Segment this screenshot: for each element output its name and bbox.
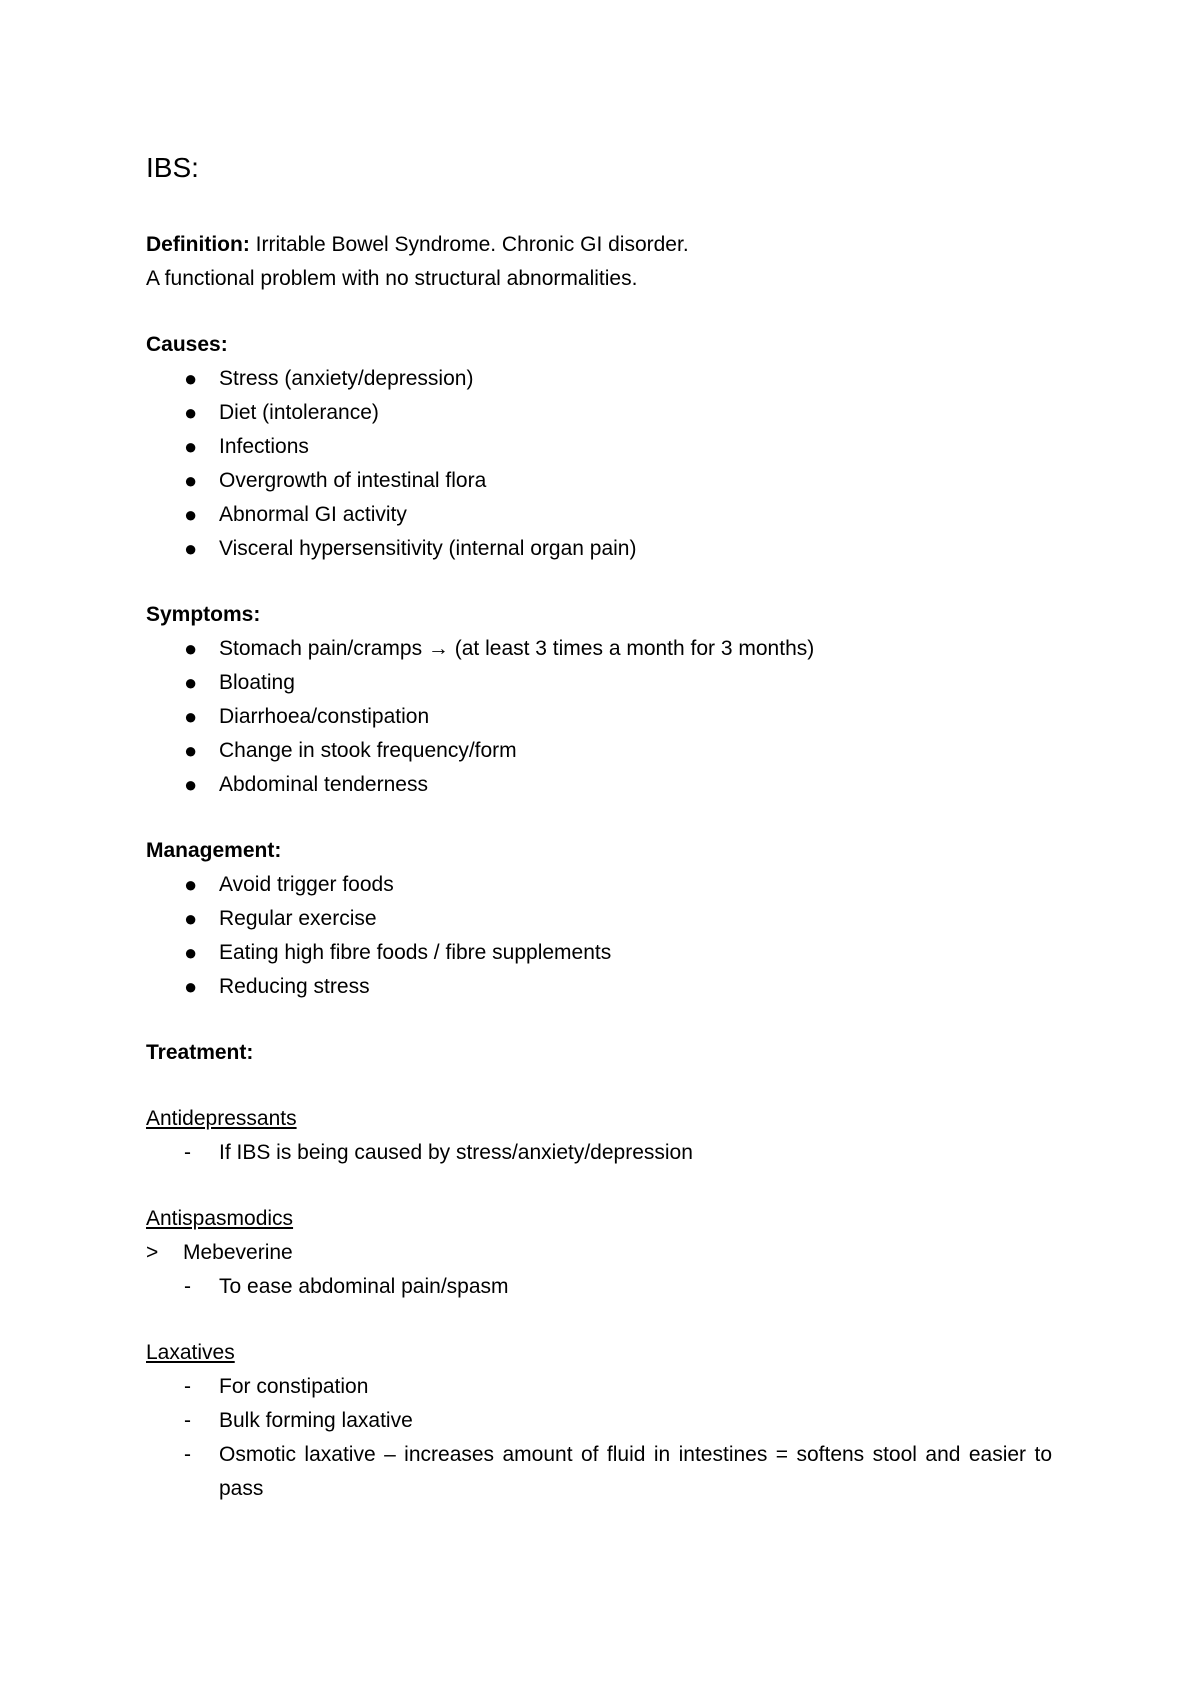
bullet-icon: ● [184, 366, 198, 391]
causes-list [146, 362, 1066, 566]
bullet-icon: ● [184, 536, 198, 561]
treatment-heading: Treatment: [146, 1041, 254, 1064]
bullet-icon: ● [184, 502, 198, 527]
list-item: ● Eating high fibre foods / fibre supplements [146, 936, 1066, 970]
bullet-icon: ● [184, 974, 198, 999]
causes-heading: Causes: [146, 333, 228, 356]
bullet-icon: ● [184, 670, 198, 695]
management-heading: Management: [146, 839, 282, 862]
list-item: ● Visceral hypersensitivity (internal organ pain) [146, 532, 1066, 566]
definition-label: Definition: [146, 233, 250, 256]
list-item: - To ease abdominal pain/spasm [146, 1270, 1066, 1304]
list-item: ● Stress (anxiety/depression) [146, 362, 1066, 396]
drug-line [146, 1236, 1066, 1270]
definition-text: Irritable Bowel Syndrome. Chronic GI disorder. [249, 233, 689, 256]
bullet-icon: ● [184, 772, 198, 797]
list-item: ● Abdominal tenderness [146, 768, 1066, 802]
dash-icon: - [184, 1409, 191, 1432]
document-page [146, 148, 1066, 1506]
laxatives-heading: Laxatives [146, 1341, 235, 1364]
dash-icon: - [184, 1443, 191, 1466]
list-item: ● Diarrhoea/constipation [146, 700, 1066, 734]
bullet-icon: ● [184, 872, 198, 897]
list-item: ● Change in stook frequency/form [146, 734, 1066, 768]
list-item: ● Avoid trigger foods [146, 868, 1066, 902]
list-item: ● Diet (intolerance) [146, 396, 1066, 430]
bullet-icon: ● [184, 434, 198, 459]
list-item: ● Abnormal GI activity [146, 498, 1066, 532]
dash-icon: - [184, 1375, 191, 1398]
list-item: ● Stomach pain/cramps → (at least 3 times a month for 3 months) [146, 632, 1066, 666]
list-item: ● Infections [146, 430, 1066, 464]
bullet-icon: ● [184, 636, 198, 661]
bullet-icon: ● [184, 940, 198, 965]
bullet-icon: ● [184, 400, 198, 425]
drug-name: Mebeverine [183, 1241, 293, 1264]
dash-icon: - [184, 1275, 191, 1298]
dash-icon: - [184, 1141, 191, 1164]
definition-line [146, 228, 1066, 262]
bullet-icon: ● [184, 704, 198, 729]
bullet-icon: ● [184, 906, 198, 931]
management-list [146, 868, 1066, 1004]
list-item: ● Reducing stress [146, 970, 1066, 1004]
symptoms-list [146, 632, 1066, 802]
list-item: ● Bloating [146, 666, 1066, 700]
bullet-icon: ● [184, 738, 198, 763]
page-title: IBS: [146, 152, 199, 183]
list-item: - For constipation [146, 1370, 1066, 1404]
antidepressants-list [146, 1136, 1066, 1170]
greater-than-icon: > [146, 1241, 159, 1264]
symptoms-heading: Symptoms: [146, 603, 261, 626]
list-item: ● Overgrowth of intestinal flora [146, 464, 1066, 498]
bullet-icon: ● [184, 468, 198, 493]
antispasmodics-list [146, 1270, 1066, 1304]
list-item: - If IBS is being caused by stress/anxiety/depression [146, 1136, 1066, 1170]
list-item: - Osmotic laxative – increases amount of fluid in intestines = softens stool and easier to pass [146, 1438, 1066, 1506]
list-item: ● Regular exercise [146, 902, 1066, 936]
list-item: - Bulk forming laxative [146, 1404, 1066, 1438]
antidepressants-heading: Antidepressants [146, 1107, 297, 1130]
laxatives-list [146, 1370, 1066, 1506]
antispasmodics-heading: Antispasmodics [146, 1207, 294, 1230]
definition-line-2: A functional problem with no structural abnormalities. [146, 267, 638, 290]
